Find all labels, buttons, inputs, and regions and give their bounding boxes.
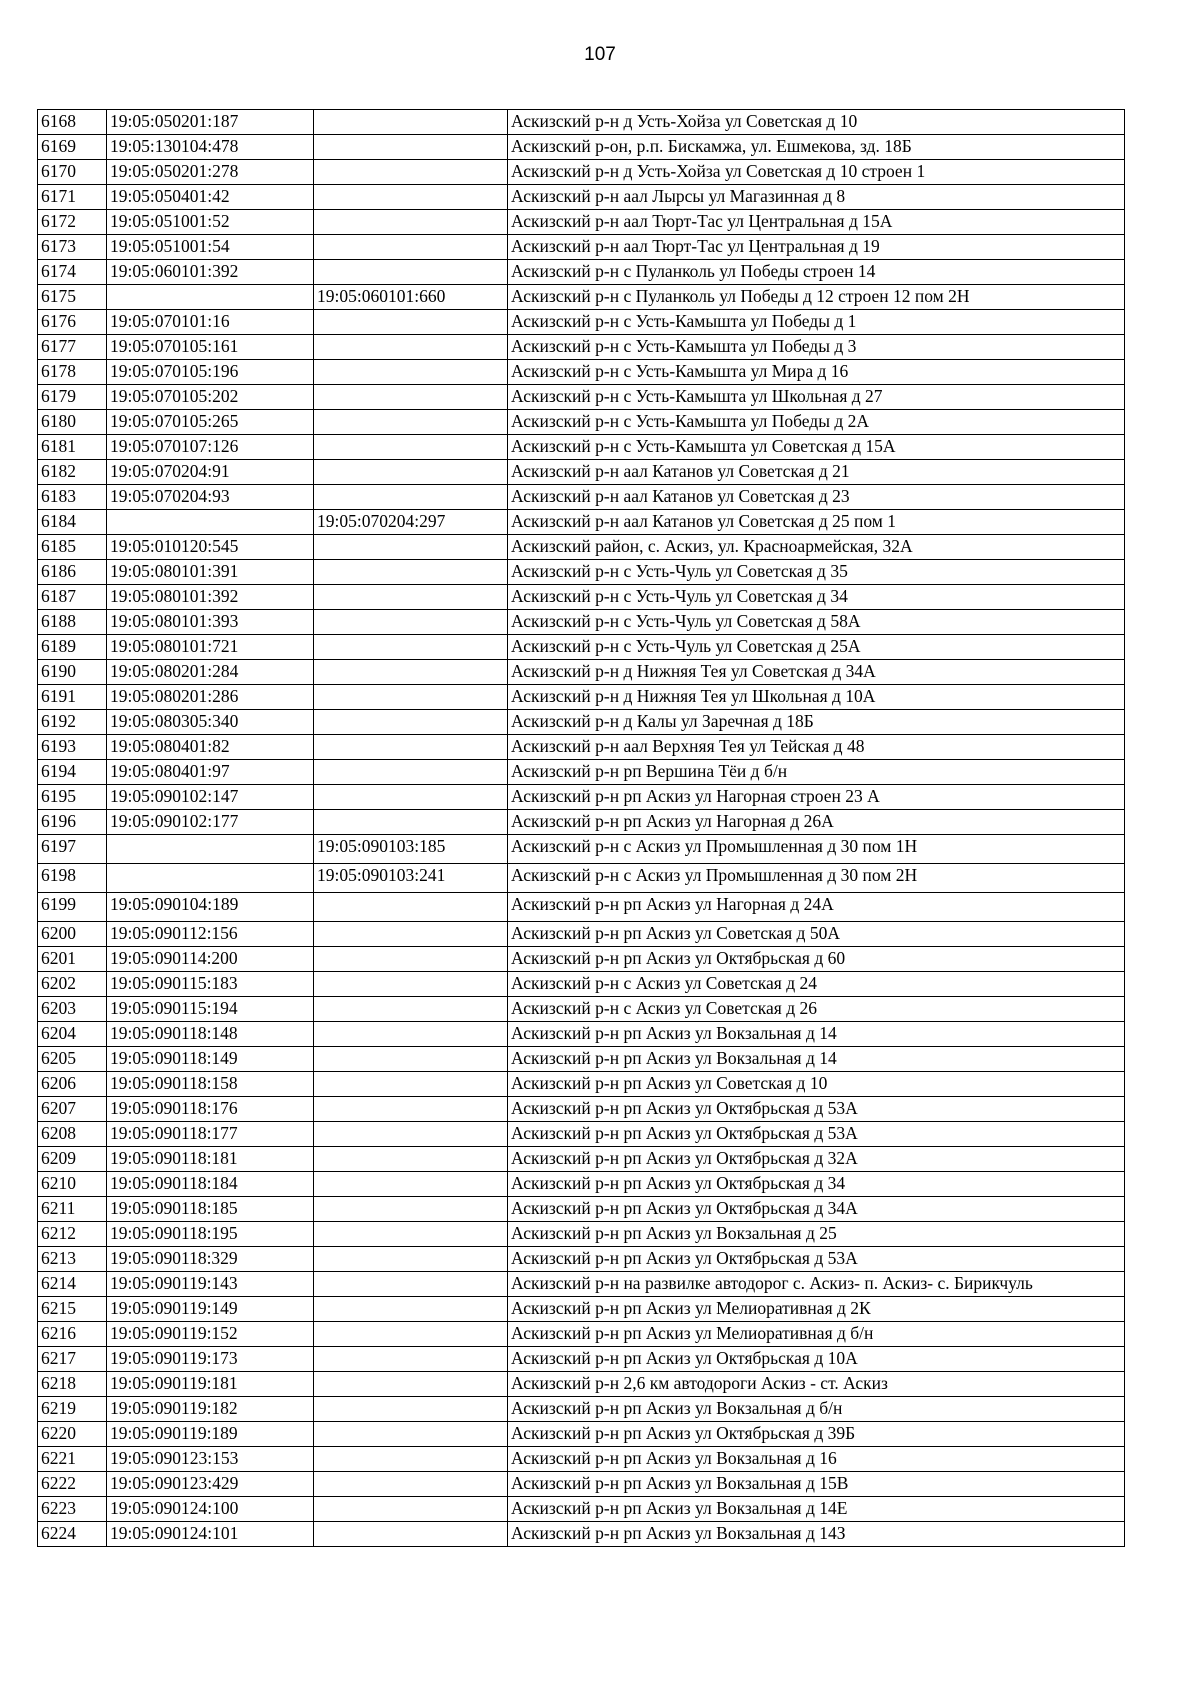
table-row — [38, 235, 1125, 260]
table-row — [38, 1122, 1125, 1147]
premises-cadastral-number-cell — [314, 660, 508, 685]
table-row — [38, 560, 1125, 585]
cadastral-number-cell: 19:05:090119:173 — [107, 1347, 314, 1372]
table-row — [38, 1022, 1125, 1047]
row-number-cell: 6191 — [38, 685, 107, 710]
cadastral-number-cell: 19:05:051001:52 — [107, 210, 314, 235]
row-number-cell: 6217 — [38, 1347, 107, 1372]
address-cell: Аскизский р-н рп Аскиз ул Нагорная строен 23 А — [508, 785, 1125, 810]
row-number-cell: 6198 — [38, 864, 107, 893]
address-cell: Аскизский р-н рп Аскиз ул Советская д 50А — [508, 922, 1125, 947]
row-number-cell: 6179 — [38, 385, 107, 410]
cadastral-number-cell: 19:05:060101:392 — [107, 260, 314, 285]
cadastral-number-cell: 19:05:051001:54 — [107, 235, 314, 260]
row-number-cell: 6189 — [38, 635, 107, 660]
table-row — [38, 185, 1125, 210]
table-row — [38, 1172, 1125, 1197]
cadastral-number-cell: 19:05:080201:286 — [107, 685, 314, 710]
address-cell: Аскизский р-н с Усть-Чуль ул Советская д 58А — [508, 610, 1125, 635]
premises-cadastral-number-cell — [314, 735, 508, 760]
address-cell: Аскизский р-н на развилке автодорог с. Аскиз- п. Аскиз- с. Бирикчуль — [508, 1272, 1125, 1297]
table-row — [38, 110, 1125, 135]
cadastral-number-cell: 19:05:090118:177 — [107, 1122, 314, 1147]
cadastral-number-cell: 19:05:090118:185 — [107, 1197, 314, 1222]
address-cell: Аскизский р-н аал Верхняя Тея ул Тейская д 48 — [508, 735, 1125, 760]
row-number-cell: 6221 — [38, 1447, 107, 1472]
premises-cadastral-number-cell — [314, 1497, 508, 1522]
address-cell: Аскизский р-н рп Аскиз ул Октябрьская д 32А — [508, 1147, 1125, 1172]
row-number-cell: 6220 — [38, 1422, 107, 1447]
premises-cadastral-number-cell — [314, 160, 508, 185]
cadastral-number-cell: 19:05:090118:329 — [107, 1247, 314, 1272]
row-number-cell: 6172 — [38, 210, 107, 235]
table-row — [38, 972, 1125, 997]
row-number-cell: 6194 — [38, 760, 107, 785]
premises-cadastral-number-cell — [314, 335, 508, 360]
premises-cadastral-number-cell — [314, 1297, 508, 1322]
table-row — [38, 460, 1125, 485]
table-row — [38, 1197, 1125, 1222]
premises-cadastral-number-cell — [314, 1172, 508, 1197]
table-row — [38, 1447, 1125, 1472]
address-cell: Аскизский р-н с Усть-Камышта ул Школьная д 27 — [508, 385, 1125, 410]
row-number-cell: 6213 — [38, 1247, 107, 1272]
row-number-cell: 6168 — [38, 110, 107, 135]
cadastral-number-cell — [107, 285, 314, 310]
address-cell: Аскизский р-н с Усть-Камышта ул Победы д 2А — [508, 410, 1125, 435]
cadastral-number-cell: 19:05:090119:152 — [107, 1322, 314, 1347]
cadastral-number-cell: 19:05:080101:393 — [107, 610, 314, 635]
cadastral-number-cell: 19:05:080201:284 — [107, 660, 314, 685]
address-cell: Аскизский р-н рп Аскиз ул Мелиоративная д б/н — [508, 1322, 1125, 1347]
address-cell: Аскизский р-н с Усть-Камышта ул Мира д 16 — [508, 360, 1125, 385]
row-number-cell: 6210 — [38, 1172, 107, 1197]
premises-cadastral-number-cell — [314, 385, 508, 410]
table-row — [38, 685, 1125, 710]
address-cell: Аскизский р-н д Усть-Хойза ул Советская д 10 — [508, 110, 1125, 135]
address-cell: Аскизский р-н рп Аскиз ул Нагорная д 24А — [508, 893, 1125, 922]
premises-cadastral-number-cell — [314, 535, 508, 560]
cadastral-number-cell: 19:05:090118:158 — [107, 1072, 314, 1097]
row-number-cell: 6219 — [38, 1397, 107, 1422]
cadastral-number-cell: 19:05:090118:195 — [107, 1222, 314, 1247]
table-row — [38, 710, 1125, 735]
cadastral-number-cell: 19:05:080101:391 — [107, 560, 314, 585]
table-row — [38, 1072, 1125, 1097]
row-number-cell: 6209 — [38, 1147, 107, 1172]
cadastral-number-cell: 19:05:070105:202 — [107, 385, 314, 410]
address-cell: Аскизский р-н с Усть-Чуль ул Советская д 35 — [508, 560, 1125, 585]
cadastral-number-cell: 19:05:070204:93 — [107, 485, 314, 510]
row-number-cell: 6182 — [38, 460, 107, 485]
table-row — [38, 135, 1125, 160]
row-number-cell: 6195 — [38, 785, 107, 810]
address-cell: Аскизский р-н рп Аскиз ул Октябрьская д 53А — [508, 1247, 1125, 1272]
address-cell: Аскизский р-н аал Лырсы ул Магазинная д 8 — [508, 185, 1125, 210]
address-cell: Аскизский р-н с Усть-Камышта ул Победы д 1 — [508, 310, 1125, 335]
table-row — [38, 785, 1125, 810]
premises-cadastral-number-cell — [314, 997, 508, 1022]
row-number-cell: 6173 — [38, 235, 107, 260]
row-number-cell: 6193 — [38, 735, 107, 760]
cadastral-number-cell — [107, 864, 314, 893]
cadastral-number-cell: 19:05:090118:181 — [107, 1147, 314, 1172]
row-number-cell: 6192 — [38, 710, 107, 735]
cadastral-number-cell: 19:05:090119:143 — [107, 1272, 314, 1297]
premises-cadastral-number-cell — [314, 1247, 508, 1272]
cadastral-number-cell: 19:05:050201:187 — [107, 110, 314, 135]
premises-cadastral-number-cell — [314, 1347, 508, 1372]
address-cell: Аскизский р-н аал Катанов ул Советская д 25 пом 1 — [508, 510, 1125, 535]
cadastral-number-cell: 19:05:090123:429 — [107, 1472, 314, 1497]
address-cell: Аскизский р-н с Аскиз ул Промышленная д 30 пом 2Н — [508, 864, 1125, 893]
property-registry-table — [37, 109, 1125, 1547]
table-row — [38, 997, 1125, 1022]
premises-cadastral-number-cell — [314, 1272, 508, 1297]
premises-cadastral-number-cell: 19:05:090103:185 — [314, 835, 508, 864]
premises-cadastral-number-cell — [314, 785, 508, 810]
cadastral-number-cell: 19:05:080401:82 — [107, 735, 314, 760]
table-row — [38, 864, 1125, 893]
table-row — [38, 210, 1125, 235]
cadastral-number-cell: 19:05:090112:156 — [107, 922, 314, 947]
cadastral-number-cell: 19:05:090119:182 — [107, 1397, 314, 1422]
cadastral-number-cell: 19:05:090123:153 — [107, 1447, 314, 1472]
cadastral-number-cell: 19:05:090102:147 — [107, 785, 314, 810]
cadastral-number-cell — [107, 510, 314, 535]
premises-cadastral-number-cell — [314, 560, 508, 585]
address-cell: Аскизский р-н д Нижняя Тея ул Советская д 34А — [508, 660, 1125, 685]
premises-cadastral-number-cell — [314, 635, 508, 660]
row-number-cell: 6169 — [38, 135, 107, 160]
premises-cadastral-number-cell — [314, 1422, 508, 1447]
table-row — [38, 485, 1125, 510]
cadastral-number-cell: 19:05:090114:200 — [107, 947, 314, 972]
premises-cadastral-number-cell — [314, 210, 508, 235]
address-cell: Аскизский р-н рп Аскиз ул Октябрьская д 39Б — [508, 1422, 1125, 1447]
row-number-cell: 6202 — [38, 972, 107, 997]
premises-cadastral-number-cell — [314, 972, 508, 997]
table-row — [38, 435, 1125, 460]
cadastral-number-cell: 19:05:090119:189 — [107, 1422, 314, 1447]
cadastral-number-cell: 19:05:090124:101 — [107, 1522, 314, 1547]
premises-cadastral-number-cell — [314, 110, 508, 135]
row-number-cell: 6178 — [38, 360, 107, 385]
row-number-cell: 6183 — [38, 485, 107, 510]
table-row — [38, 1247, 1125, 1272]
row-number-cell: 6199 — [38, 893, 107, 922]
row-number-cell: 6215 — [38, 1297, 107, 1322]
address-cell: Аскизский р-н рп Аскиз ул Октябрьская д 53А — [508, 1097, 1125, 1122]
premises-cadastral-number-cell — [314, 1222, 508, 1247]
cadastral-number-cell: 19:05:090119:181 — [107, 1372, 314, 1397]
table-row — [38, 1497, 1125, 1522]
address-cell: Аскизский р-н аал Катанов ул Советская д 21 — [508, 460, 1125, 485]
table-row — [38, 810, 1125, 835]
premises-cadastral-number-cell — [314, 760, 508, 785]
table-row — [38, 1272, 1125, 1297]
address-cell: Аскизский р-н рп Аскиз ул Вокзальная д 14 — [508, 1047, 1125, 1072]
table-row — [38, 760, 1125, 785]
cadastral-number-cell: 19:05:090115:194 — [107, 997, 314, 1022]
cadastral-number-cell: 19:05:130104:478 — [107, 135, 314, 160]
premises-cadastral-number-cell — [314, 235, 508, 260]
cadastral-number-cell: 19:05:070101:16 — [107, 310, 314, 335]
cadastral-number-cell: 19:05:090118:148 — [107, 1022, 314, 1047]
premises-cadastral-number-cell — [314, 710, 508, 735]
premises-cadastral-number-cell — [314, 1022, 508, 1047]
address-cell: Аскизский р-н рп Вершина Тёи д б/н — [508, 760, 1125, 785]
address-cell: Аскизский район, с. Аскиз, ул. Красноармейская, 32А — [508, 535, 1125, 560]
table-row — [38, 1522, 1125, 1547]
table-row — [38, 1047, 1125, 1072]
premises-cadastral-number-cell — [314, 1472, 508, 1497]
premises-cadastral-number-cell: 19:05:070204:297 — [314, 510, 508, 535]
table-row — [38, 893, 1125, 922]
table-row — [38, 160, 1125, 185]
premises-cadastral-number-cell: 19:05:090103:241 — [314, 864, 508, 893]
premises-cadastral-number-cell — [314, 185, 508, 210]
table-row — [38, 1322, 1125, 1347]
address-cell: Аскизский р-н рп Аскиз ул Вокзальная д 15В — [508, 1472, 1125, 1497]
address-cell: Аскизский р-н рп Аскиз ул Вокзальная д 14З — [508, 1522, 1125, 1547]
address-cell: Аскизский р-н рп Аскиз ул Советская д 10 — [508, 1072, 1125, 1097]
address-cell: Аскизский р-н рп Аскиз ул Октябрьская д 53А — [508, 1122, 1125, 1147]
row-number-cell: 6206 — [38, 1072, 107, 1097]
cadastral-number-cell: 19:05:090119:149 — [107, 1297, 314, 1322]
address-cell: Аскизский р-н с Аскиз ул Советская д 24 — [508, 972, 1125, 997]
cadastral-number-cell: 19:05:090124:100 — [107, 1497, 314, 1522]
table-row — [38, 1472, 1125, 1497]
premises-cadastral-number-cell — [314, 1397, 508, 1422]
address-cell: Аскизский р-н рп Аскиз ул Октябрьская д 34А — [508, 1197, 1125, 1222]
premises-cadastral-number-cell — [314, 485, 508, 510]
cadastral-number-cell: 19:05:080101:392 — [107, 585, 314, 610]
premises-cadastral-number-cell — [314, 260, 508, 285]
premises-cadastral-number-cell: 19:05:060101:660 — [314, 285, 508, 310]
cadastral-number-cell: 19:05:080101:721 — [107, 635, 314, 660]
cadastral-number-cell: 19:05:090104:189 — [107, 893, 314, 922]
row-number-cell: 6201 — [38, 947, 107, 972]
row-number-cell: 6214 — [38, 1272, 107, 1297]
row-number-cell: 6197 — [38, 835, 107, 864]
table-row — [38, 1297, 1125, 1322]
address-cell: Аскизский р-он, р.п. Бискамжа, ул. Ешмекова, зд. 18Б — [508, 135, 1125, 160]
row-number-cell: 6170 — [38, 160, 107, 185]
address-cell: Аскизский р-н д Нижняя Тея ул Школьная д 10А — [508, 685, 1125, 710]
table-row — [38, 835, 1125, 864]
table-row — [38, 1222, 1125, 1247]
table-row — [38, 1397, 1125, 1422]
premises-cadastral-number-cell — [314, 1122, 508, 1147]
premises-cadastral-number-cell — [314, 1522, 508, 1547]
address-cell: Аскизский р-н рп Аскиз ул Октябрьская д 34 — [508, 1172, 1125, 1197]
table-row — [38, 1097, 1125, 1122]
premises-cadastral-number-cell — [314, 810, 508, 835]
cadastral-number-cell: 19:05:090115:183 — [107, 972, 314, 997]
table-row — [38, 922, 1125, 947]
row-number-cell: 6175 — [38, 285, 107, 310]
row-number-cell: 6212 — [38, 1222, 107, 1247]
table-row — [38, 1147, 1125, 1172]
address-cell: Аскизский р-н с Аскиз ул Промышленная д 30 пом 1Н — [508, 835, 1125, 864]
cadastral-number-cell: 19:05:050401:42 — [107, 185, 314, 210]
premises-cadastral-number-cell — [314, 947, 508, 972]
table-row — [38, 1372, 1125, 1397]
table-row — [38, 410, 1125, 435]
address-cell: Аскизский р-н с Усть-Чуль ул Советская д 25А — [508, 635, 1125, 660]
cadastral-number-cell: 19:05:070204:91 — [107, 460, 314, 485]
premises-cadastral-number-cell — [314, 310, 508, 335]
row-number-cell: 6186 — [38, 560, 107, 585]
address-cell: Аскизский р-н рп Аскиз ул Мелиоративная д 2К — [508, 1297, 1125, 1322]
cadastral-number-cell: 19:05:070105:161 — [107, 335, 314, 360]
premises-cadastral-number-cell — [314, 1047, 508, 1072]
cadastral-number-cell: 19:05:080401:97 — [107, 760, 314, 785]
premises-cadastral-number-cell — [314, 360, 508, 385]
row-number-cell: 6188 — [38, 610, 107, 635]
row-number-cell: 6222 — [38, 1472, 107, 1497]
row-number-cell: 6177 — [38, 335, 107, 360]
row-number-cell: 6185 — [38, 535, 107, 560]
row-number-cell: 6203 — [38, 997, 107, 1022]
row-number-cell: 6223 — [38, 1497, 107, 1522]
table-row — [38, 660, 1125, 685]
premises-cadastral-number-cell — [314, 435, 508, 460]
cadastral-number-cell: 19:05:070105:196 — [107, 360, 314, 385]
address-cell: Аскизский р-н рп Аскиз ул Вокзальная д 14Е — [508, 1497, 1125, 1522]
address-cell: Аскизский р-н д Усть-Хойза ул Советская д 10 строен 1 — [508, 160, 1125, 185]
row-number-cell: 6211 — [38, 1197, 107, 1222]
premises-cadastral-number-cell — [314, 1447, 508, 1472]
address-cell: Аскизский р-н рп Аскиз ул Вокзальная д 16 — [508, 1447, 1125, 1472]
address-cell: Аскизский р-н рп Аскиз ул Вокзальная д б/н — [508, 1397, 1125, 1422]
row-number-cell: 6208 — [38, 1122, 107, 1147]
row-number-cell: 6207 — [38, 1097, 107, 1122]
premises-cadastral-number-cell — [314, 585, 508, 610]
table-row — [38, 1347, 1125, 1372]
address-cell: Аскизский р-н рп Аскиз ул Нагорная д 26А — [508, 810, 1125, 835]
table-row — [38, 310, 1125, 335]
table-row — [38, 510, 1125, 535]
table-row — [38, 610, 1125, 635]
address-cell: Аскизский р-н д Калы ул Заречная д 18Б — [508, 710, 1125, 735]
cadastral-number-cell: 19:05:090102:177 — [107, 810, 314, 835]
premises-cadastral-number-cell — [314, 1372, 508, 1397]
row-number-cell: 6216 — [38, 1322, 107, 1347]
address-cell: Аскизский р-н с Аскиз ул Советская д 26 — [508, 997, 1125, 1022]
premises-cadastral-number-cell — [314, 922, 508, 947]
table-row — [38, 285, 1125, 310]
row-number-cell: 6171 — [38, 185, 107, 210]
premises-cadastral-number-cell — [314, 1072, 508, 1097]
address-cell: Аскизский р-н аал Тюрт-Тас ул Центральная д 15А — [508, 210, 1125, 235]
table-row — [38, 260, 1125, 285]
table-row — [38, 635, 1125, 660]
premises-cadastral-number-cell — [314, 460, 508, 485]
address-cell: Аскизский р-н 2,6 км автодороги Аскиз - ст. Аскиз — [508, 1372, 1125, 1397]
premises-cadastral-number-cell — [314, 610, 508, 635]
row-number-cell: 6204 — [38, 1022, 107, 1047]
premises-cadastral-number-cell — [314, 135, 508, 160]
table-row — [38, 385, 1125, 410]
table-row — [38, 535, 1125, 560]
address-cell: Аскизский р-н аал Катанов ул Советская д 23 — [508, 485, 1125, 510]
table-row — [38, 1422, 1125, 1447]
premises-cadastral-number-cell — [314, 1097, 508, 1122]
cadastral-number-cell: 19:05:070107:126 — [107, 435, 314, 460]
table-row — [38, 335, 1125, 360]
table-row — [38, 735, 1125, 760]
page-number: 107 — [584, 44, 616, 65]
premises-cadastral-number-cell — [314, 685, 508, 710]
row-number-cell: 6224 — [38, 1522, 107, 1547]
cadastral-number-cell — [107, 835, 314, 864]
cadastral-number-cell: 19:05:090118:184 — [107, 1172, 314, 1197]
row-number-cell: 6200 — [38, 922, 107, 947]
premises-cadastral-number-cell — [314, 1197, 508, 1222]
registry-table-body — [38, 110, 1125, 1547]
address-cell: Аскизский р-н рп Аскиз ул Вокзальная д 14 — [508, 1022, 1125, 1047]
cadastral-number-cell: 19:05:010120:545 — [107, 535, 314, 560]
row-number-cell: 6180 — [38, 410, 107, 435]
address-cell: Аскизский р-н с Пуланколь ул Победы д 12 строен 12 пом 2Н — [508, 285, 1125, 310]
cadastral-number-cell: 19:05:090118:176 — [107, 1097, 314, 1122]
row-number-cell: 6184 — [38, 510, 107, 535]
address-cell: Аскизский р-н рп Аскиз ул Октябрьская д 60 — [508, 947, 1125, 972]
row-number-cell: 6187 — [38, 585, 107, 610]
table-row — [38, 585, 1125, 610]
row-number-cell: 6205 — [38, 1047, 107, 1072]
row-number-cell: 6196 — [38, 810, 107, 835]
row-number-cell: 6174 — [38, 260, 107, 285]
premises-cadastral-number-cell — [314, 1322, 508, 1347]
premises-cadastral-number-cell — [314, 893, 508, 922]
address-cell: Аскизский р-н с Усть-Камышта ул Советская д 15А — [508, 435, 1125, 460]
address-cell: Аскизский р-н с Пуланколь ул Победы строен 14 — [508, 260, 1125, 285]
row-number-cell: 6218 — [38, 1372, 107, 1397]
address-cell: Аскизский р-н аал Тюрт-Тас ул Центральная д 19 — [508, 235, 1125, 260]
premises-cadastral-number-cell — [314, 1147, 508, 1172]
cadastral-number-cell: 19:05:050201:278 — [107, 160, 314, 185]
cadastral-number-cell: 19:05:080305:340 — [107, 710, 314, 735]
address-cell: Аскизский р-н с Усть-Чуль ул Советская д 34 — [508, 585, 1125, 610]
address-cell: Аскизский р-н с Усть-Камышта ул Победы д 3 — [508, 335, 1125, 360]
row-number-cell: 6181 — [38, 435, 107, 460]
row-number-cell: 6190 — [38, 660, 107, 685]
row-number-cell: 6176 — [38, 310, 107, 335]
cadastral-number-cell: 19:05:070105:265 — [107, 410, 314, 435]
table-row — [38, 360, 1125, 385]
table-row — [38, 947, 1125, 972]
address-cell: Аскизский р-н рп Аскиз ул Октябрьская д 10А — [508, 1347, 1125, 1372]
cadastral-number-cell: 19:05:090118:149 — [107, 1047, 314, 1072]
premises-cadastral-number-cell — [314, 410, 508, 435]
address-cell: Аскизский р-н рп Аскиз ул Вокзальная д 25 — [508, 1222, 1125, 1247]
